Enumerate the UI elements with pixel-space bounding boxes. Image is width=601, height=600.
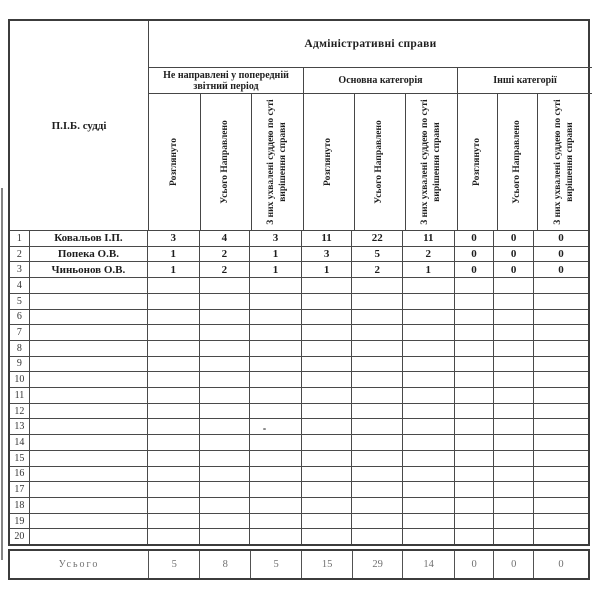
value-cell: 0 <box>558 248 564 261</box>
value-cell <box>200 278 251 293</box>
value-cell <box>494 310 534 325</box>
judge-name-cell: Ковальов І.П. <box>30 231 148 246</box>
value-cell <box>352 310 403 325</box>
judge-name-cell <box>30 372 148 387</box>
value-cell: 2 <box>200 262 251 277</box>
value-cell <box>534 278 588 293</box>
value-cell <box>352 372 403 387</box>
value-cell <box>200 372 251 387</box>
value-cell <box>403 514 455 529</box>
value-cell: 1 <box>250 247 302 262</box>
value-cell <box>148 404 200 419</box>
value-cell <box>403 325 455 340</box>
value-cell <box>352 435 403 450</box>
value-cell <box>534 467 588 482</box>
value-cell <box>200 467 251 482</box>
value-cell <box>148 294 200 309</box>
value-cell <box>250 325 302 340</box>
rotated-header-reviewed-3: Розглянуто <box>458 94 498 230</box>
value-cell <box>148 372 200 387</box>
value-cell <box>200 498 251 513</box>
value-cell <box>148 419 200 434</box>
group-header-other-categories: Інші категорії <box>493 75 557 86</box>
row-number-cell: 15 <box>10 451 30 466</box>
value-cell: 5 <box>352 247 403 262</box>
judge-name-cell <box>30 435 148 450</box>
judge-name-cell <box>30 310 148 325</box>
value-cell: 0 <box>494 231 534 246</box>
value-cell <box>250 451 302 466</box>
row-number-cell: 5 <box>10 294 30 309</box>
value-cell <box>302 357 353 372</box>
value-cell: 0 <box>494 247 534 262</box>
value-cell <box>148 482 200 497</box>
value-cell <box>148 467 200 482</box>
value-cell <box>200 514 251 529</box>
table-row <box>10 435 588 451</box>
value-cell: 3 <box>302 247 353 262</box>
value-cell: 2 <box>200 247 251 262</box>
value-cell <box>250 404 302 419</box>
total-value-cell: 29 <box>353 551 403 578</box>
value-cell <box>148 278 200 293</box>
value-cell <box>352 278 403 293</box>
value-cell <box>352 419 403 434</box>
table-row <box>10 498 588 514</box>
value-cell: 11 <box>302 231 353 246</box>
value-cell <box>302 325 353 340</box>
value-cell: 1 <box>250 262 302 277</box>
value-cell <box>148 357 200 372</box>
table-row <box>10 325 588 341</box>
rotated-header-decided-by-judge-1: З них ухвалені суддею по суті вирішення справи <box>252 94 304 230</box>
row-number-cell: 18 <box>10 498 30 513</box>
value-cell <box>534 372 588 387</box>
value-cell <box>250 372 302 387</box>
value-cell <box>250 388 302 403</box>
judge-name-cell <box>30 498 148 513</box>
value-cell <box>403 341 455 356</box>
value-cell <box>494 498 534 513</box>
value-cell <box>302 372 353 387</box>
judge-name-cell <box>30 482 148 497</box>
value-cell: 1 <box>403 262 455 277</box>
admin-cases-title-cell <box>149 21 592 68</box>
value-cell <box>534 514 588 529</box>
row-number-cell: 13 <box>10 419 30 434</box>
value-cell <box>200 435 251 450</box>
value-cell <box>200 341 251 356</box>
column-group-row <box>149 68 592 94</box>
value-cell <box>494 529 534 544</box>
value-cell <box>403 435 455 450</box>
value-cell <box>250 357 302 372</box>
value-cell <box>250 341 302 356</box>
table-row <box>10 529 588 544</box>
table-row <box>10 231 588 247</box>
value-cell <box>455 451 495 466</box>
statistics-table <box>8 19 590 546</box>
table-row <box>10 294 588 310</box>
value-cell <box>403 388 455 403</box>
value-cell <box>302 529 353 544</box>
group-header-main-category: Основна категорія <box>304 68 458 93</box>
value-cell <box>455 310 495 325</box>
value-cell <box>200 325 251 340</box>
total-label-cell: Усього <box>10 551 149 578</box>
value-cell: 4 <box>200 231 251 246</box>
value-cell <box>403 467 455 482</box>
value-cell <box>250 278 302 293</box>
value-cell <box>352 294 403 309</box>
value-cell <box>494 294 534 309</box>
judge-name-cell <box>30 341 148 356</box>
value-cell <box>534 294 588 309</box>
value-cell <box>250 419 302 434</box>
value-cell <box>455 482 495 497</box>
value-cell <box>494 404 534 419</box>
value-cell <box>403 404 455 419</box>
judge-name-cell <box>30 529 148 544</box>
value-cell <box>200 388 251 403</box>
rotated-header-reviewed-2: Розглянуто <box>304 94 355 230</box>
value-cell <box>494 419 534 434</box>
row-number-cell: 3 <box>10 262 30 277</box>
row-number-cell: 2 <box>10 247 30 262</box>
value-cell <box>302 451 353 466</box>
value-cell <box>534 451 588 466</box>
value-cell <box>403 372 455 387</box>
judge-name-cell <box>30 357 148 372</box>
judge-name-cell: Чиньонов О.В. <box>30 262 148 277</box>
table-row <box>10 467 588 483</box>
value-cell <box>455 325 495 340</box>
value-cell: 0 <box>558 232 564 245</box>
value-cell <box>148 529 200 544</box>
value-cell <box>494 388 534 403</box>
table-row <box>10 262 588 278</box>
value-cell <box>494 514 534 529</box>
value-cell <box>200 482 251 497</box>
value-cell: 1 <box>148 262 200 277</box>
total-value-cell: 14 <box>403 551 454 578</box>
value-cell <box>250 529 302 544</box>
value-cell <box>352 514 403 529</box>
value-cell: 11 <box>403 231 455 246</box>
value-cell <box>403 278 455 293</box>
value-cell <box>148 310 200 325</box>
judge-name-cell <box>30 419 148 434</box>
value-cell <box>352 451 403 466</box>
value-cell <box>352 388 403 403</box>
judge-name-column-header <box>10 21 149 230</box>
value-cell <box>455 357 495 372</box>
value-cell <box>534 388 588 403</box>
value-cell <box>302 388 353 403</box>
rotated-header-total-sent-3: Усього Направлено <box>498 94 538 230</box>
value-cell <box>455 388 495 403</box>
value-cell <box>455 419 495 434</box>
value-cell <box>352 529 403 544</box>
value-cell <box>494 372 534 387</box>
value-cell <box>250 294 302 309</box>
value-cell <box>302 482 353 497</box>
judge-name-cell <box>30 325 148 340</box>
judge-name-cell <box>30 404 148 419</box>
table-header <box>10 21 588 231</box>
value-cell <box>534 325 588 340</box>
value-cell <box>494 451 534 466</box>
judge-name-cell <box>30 278 148 293</box>
value-cell <box>494 482 534 497</box>
total-value-cell: 5 <box>251 551 302 578</box>
value-cell <box>455 278 495 293</box>
value-cell <box>250 310 302 325</box>
total-value-cell: 0 <box>455 551 495 578</box>
value-cell <box>302 514 353 529</box>
value-cell <box>352 498 403 513</box>
value-cell <box>250 498 302 513</box>
rotated-header-total-sent-1: Усього Направлено <box>201 94 252 230</box>
value-cell <box>148 498 200 513</box>
value-cell <box>403 294 455 309</box>
total-value-cell: 0 <box>558 559 564 570</box>
row-number-cell: 12 <box>10 404 30 419</box>
table-row <box>10 388 588 404</box>
table-row <box>10 357 588 373</box>
value-cell <box>534 341 588 356</box>
value-cell: 0 <box>455 247 495 262</box>
value-cell <box>352 404 403 419</box>
value-cell <box>148 514 200 529</box>
value-cell <box>534 310 588 325</box>
table-row <box>10 310 588 326</box>
value-cell <box>534 435 588 450</box>
value-cell <box>403 310 455 325</box>
value-cell <box>302 419 353 434</box>
judge-name-cell: Попека О.В. <box>30 247 148 262</box>
value-cell <box>250 467 302 482</box>
value-cell <box>494 278 534 293</box>
total-value-cell: 5 <box>149 551 200 578</box>
judge-name-cell <box>30 451 148 466</box>
value-cell <box>352 341 403 356</box>
value-cell <box>200 310 251 325</box>
judge-name-cell <box>30 388 148 403</box>
judge-name-cell <box>30 467 148 482</box>
scan-edge-artifact <box>1 188 3 560</box>
value-cell <box>455 435 495 450</box>
value-cell <box>455 372 495 387</box>
table-row <box>10 404 588 420</box>
value-cell <box>250 482 302 497</box>
table-row <box>10 278 588 294</box>
rotated-header-decided-by-judge-2: З них ухвалені суддею по суті вирішення справи <box>406 94 458 230</box>
value-cell <box>494 467 534 482</box>
value-cell <box>302 341 353 356</box>
value-cell <box>302 294 353 309</box>
value-cell <box>455 467 495 482</box>
value-cell <box>534 419 588 434</box>
value-cell <box>455 404 495 419</box>
value-cell <box>200 404 251 419</box>
rotated-header-total-sent-2: Усього Направлено <box>355 94 406 230</box>
row-number-cell: 9 <box>10 357 30 372</box>
value-cell: 0 <box>494 262 534 277</box>
value-cell <box>455 341 495 356</box>
value-cell <box>200 529 251 544</box>
row-number-cell: 7 <box>10 325 30 340</box>
row-number-cell: 1 <box>10 231 30 246</box>
value-cell <box>352 357 403 372</box>
value-cell <box>403 451 455 466</box>
value-cell <box>534 357 588 372</box>
table-row <box>10 341 588 357</box>
table-row <box>10 482 588 498</box>
row-number-cell: 8 <box>10 341 30 356</box>
value-cell <box>352 467 403 482</box>
value-cell <box>494 357 534 372</box>
value-cell <box>403 419 455 434</box>
total-value-cell: 0 <box>494 551 534 578</box>
value-cell <box>200 451 251 466</box>
value-cell: 3 <box>148 231 200 246</box>
value-cell <box>302 278 353 293</box>
value-cell <box>403 357 455 372</box>
value-cell <box>250 435 302 450</box>
total-value-cell: 15 <box>302 551 352 578</box>
value-cell <box>148 388 200 403</box>
value-cell: 0 <box>455 262 495 277</box>
value-cell: 1 <box>302 262 353 277</box>
value-cell <box>148 341 200 356</box>
judge-name-cell <box>30 294 148 309</box>
value-cell <box>200 294 251 309</box>
value-cell: 2 <box>403 247 455 262</box>
row-number-cell: 11 <box>10 388 30 403</box>
value-cell <box>494 325 534 340</box>
table-body <box>10 231 588 544</box>
value-cell: 0 <box>558 263 564 276</box>
judge-name-cell <box>30 514 148 529</box>
value-cell <box>455 294 495 309</box>
table-row <box>10 419 588 435</box>
value-cell <box>534 404 588 419</box>
rotated-header-reviewed-1: Розглянуто <box>149 94 201 230</box>
value-cell <box>302 435 353 450</box>
total-row <box>8 549 590 580</box>
value-cell <box>250 514 302 529</box>
rotated-header-decided-by-judge-3: З них ухвалені суддею по суті вирішення справи <box>553 99 575 225</box>
value-cell: 1 <box>148 247 200 262</box>
value-cell <box>302 310 353 325</box>
judge-name-column-header-label: П.І.Б. судді <box>51 119 107 132</box>
header-right-block <box>149 21 592 230</box>
row-number-cell: 10 <box>10 372 30 387</box>
value-cell <box>403 529 455 544</box>
row-number-cell: 20 <box>10 529 30 544</box>
value-cell <box>494 435 534 450</box>
row-number-cell: 6 <box>10 310 30 325</box>
value-cell: 22 <box>352 231 403 246</box>
value-cell <box>200 419 251 434</box>
admin-cases-title: Адміністративні справи <box>304 38 437 50</box>
value-cell <box>534 498 588 513</box>
value-cell <box>403 498 455 513</box>
value-cell <box>200 357 251 372</box>
row-number-cell: 14 <box>10 435 30 450</box>
rotated-header-row <box>149 94 592 230</box>
table-row <box>10 247 588 263</box>
row-number-cell: 19 <box>10 514 30 529</box>
value-cell <box>455 514 495 529</box>
value-cell: 2 <box>352 262 403 277</box>
value-cell <box>148 325 200 340</box>
group-header-not-sent-previous-period: Не направлені у попередній звітний період <box>149 68 304 93</box>
table-row <box>10 372 588 388</box>
value-cell <box>534 482 588 497</box>
value-cell <box>534 529 588 544</box>
value-cell <box>302 404 353 419</box>
value-cell <box>302 498 353 513</box>
value-cell <box>302 467 353 482</box>
row-number-cell: 17 <box>10 482 30 497</box>
value-cell <box>148 451 200 466</box>
total-value-cell: 8 <box>200 551 250 578</box>
value-cell <box>455 529 495 544</box>
value-cell: 0 <box>455 231 495 246</box>
row-number-cell: 16 <box>10 467 30 482</box>
value-cell <box>403 482 455 497</box>
value-cell: 3 <box>250 231 302 246</box>
value-cell <box>494 341 534 356</box>
value-cell <box>148 435 200 450</box>
value-cell <box>352 482 403 497</box>
table-row <box>10 514 588 530</box>
value-cell <box>455 498 495 513</box>
table-row <box>10 451 588 467</box>
row-number-cell: 4 <box>10 278 30 293</box>
value-cell <box>352 325 403 340</box>
